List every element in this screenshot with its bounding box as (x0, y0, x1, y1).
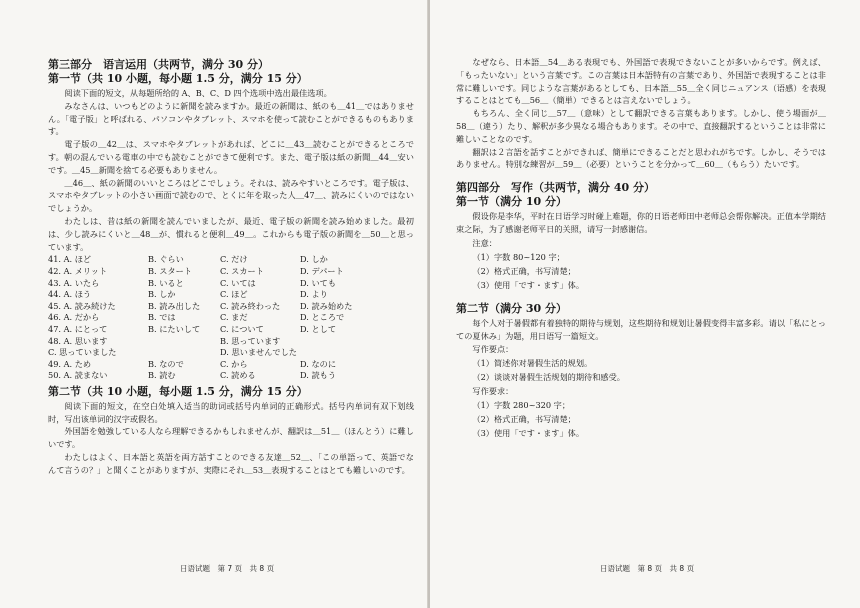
option-42-d: D. デパート (300, 265, 344, 276)
option-42-b: B. スタート (148, 265, 192, 276)
requirement-1: （1）字数 280~320 字； (472, 400, 571, 411)
option-45-d: D. 読み始めた (300, 300, 353, 311)
option-50-a: 50. A. 読まない (48, 370, 108, 381)
passage-paragraph-1: みなさんは、いつもどのように新聞を読みますか。最近の新聞は、紙のも＿41＿ではありません。「電子版」と呼ばれる、パソコンやタブレット、スマホを使って読むことができるものもあります。 (48, 100, 414, 137)
writing2-title: 第二节（满分 30 分） (456, 301, 567, 315)
writing1-prompt: 假设你是李华，平时在日语学习时碰上难题，你的日语老师田中老师总会帮你解决。正值本学期结束之际，为了感谢老师平日的关照，请写一封感谢信。 (456, 211, 826, 234)
page-footer-left: 日语试题 第 7 页 共 8 页 (180, 564, 275, 573)
option-44-d: D. より (300, 289, 328, 300)
note-3: （3）使用「です・ます」体。 (472, 279, 585, 290)
passage-paragraph-3: ＿46＿、紙の新聞のいいところはどこでしょう。それは、読みやすいところです。電子版は、スマホやタブレットの小さい画面で読むので、とくに年を取った人＿47＿、読みにくいのではないでしょうか。 (48, 177, 414, 214)
option-46-c: C. まだ (220, 312, 248, 323)
option-48-a: 48. A. 思います (48, 335, 108, 346)
option-45-a: 45. A. 読み続けた (48, 300, 116, 311)
passage2-paragraph-4: もちろん、全く同じ＿57＿（意味）として翻訳できる言葉もあります。しかし、使う場面が＿58＿（違う）たり、解釈が多少異なる場合もあります。その中で、直接翻訳するということは非常に難しいことなのです。 (456, 108, 826, 144)
section1-title: 第一节（共 10 小题，每小题 1.5 分，满分 15 分） (48, 72, 308, 85)
option-42-c: C. スカート (220, 265, 264, 276)
option-48-d: D. 思いませんでした (220, 347, 297, 358)
section2-title: 第二节（共 10 小题，每小题 1.5 分，满分 15 分） (48, 384, 308, 398)
notes-label: 注意： (472, 237, 497, 248)
page-left (0, 0, 428, 608)
option-41-c: C. だけ (220, 254, 248, 265)
option-48-c: C. 思っていました (48, 347, 117, 358)
option-43-d: D. いても (300, 277, 337, 288)
passage2-paragraph-1: 外国語を勉強している人なら理解できるかもしれませんが、翻訳は＿51＿（ほんとう）に難しいです。 (48, 426, 414, 450)
option-50-d: D. 読もう (300, 370, 337, 381)
option-45-b: B. 読み出した (148, 300, 201, 311)
option-43-a: 43. A. いたら (48, 277, 100, 288)
page-footer-right: 日语试题 第 8 页 共 8 页 (600, 564, 695, 573)
option-41-d: D. しか (300, 254, 328, 265)
option-43-c: C. いては (220, 277, 256, 288)
option-50-b: B. 読む (148, 370, 176, 381)
option-48-b: B. 思っています (220, 335, 281, 346)
point-2: （2）谈谈对暑假生活规划的期待和感受。 (472, 372, 625, 383)
option-42-a: 42. A. メリット (48, 265, 108, 276)
option-47-a: 47. A. にとって (48, 323, 108, 334)
option-46-a: 46. A. だから (48, 312, 100, 323)
passage2-paragraph-2: わたしはよく、日本語と英語を両方話すことのできる友達＿52＿、「この単語って、英語でなんて言うの？」と聞くことがありますが、実際にそれ＿53＿表現することはとても難しいのです。 (48, 452, 414, 475)
part4-title: 第四部分 写作（共两节，满分 40 分） (456, 181, 655, 195)
writing2-prompt: 每个人对于暑假都有着独特的期待与规划，这些期待和规划让暑假变得丰富多彩。请以「私にとっての夏休み」为题，用日语写一篇短文。 (456, 317, 826, 341)
option-46-d: D. ところで (300, 312, 345, 323)
option-47-b: B. にたいして (148, 323, 201, 334)
part3-title: 第三部分 语言运用（共两节，满分 30 分） (48, 58, 269, 71)
option-49-c: C. から (220, 358, 248, 369)
writing1-title: 第一节（满分 10 分） (456, 195, 567, 209)
section1-instructions: 阅读下面的短文，从每题所给的 A、B、C、D 四个选项中选出最佳选项。 (64, 88, 332, 98)
requirement-2: （2）格式正确，书写清楚； (472, 414, 576, 425)
option-49-d: D. なのに (300, 358, 337, 369)
page-right (430, 0, 860, 608)
requirement-3: （3）使用「です・ます」体。 (472, 428, 585, 439)
option-44-b: B. しか (148, 289, 176, 300)
option-47-c: C. について (220, 323, 264, 334)
passage2-paragraph-5: 翻訳は２言語を話すことができれば、簡単にできることだと思われがちです。しかし、そうではありません。特別な練習が＿59＿（必要）ということを分かって＿60＿（もらう）たいです。 (456, 146, 826, 170)
passage-paragraph-2: 電子版の＿42＿は、スマホやタブレットがあれば、どこに＿43＿読むことができるところです。朝の混んでいる電車の中でも読むことができて便利です。また、電子版は紙の新聞＿44＿安いです。＿45＿新聞を捨てる必要もありません。 (48, 139, 414, 175)
option-49-b: B. なので (148, 358, 184, 369)
points-label: 写作要点： (472, 344, 514, 355)
option-47-d: D. として (300, 323, 337, 334)
option-46-b: B. では (148, 312, 176, 323)
option-41-b: B. ぐらい (148, 254, 184, 265)
requirements-label: 写作要求： (472, 386, 514, 397)
option-49-a: 49. A. ため (48, 358, 92, 369)
note-2: （2）格式正确，书写清楚； (472, 265, 576, 276)
passage2-paragraph-3: なぜなら、日本語＿54＿ある表現でも、外国語で表現できないことが多いからです。例えば、「もったいない」という言葉です。この言葉は日本語特有の言葉であり、外国語で表現することは非常に難しいです。同じような言葉があるとしても、日本語＿55＿全く同じニュアンス（语感）を表現することはとても＿56＿（簡単）できるとは言えないでしょう。 (456, 57, 826, 106)
point-1: （1）简述你对暑假生活的规划。 (472, 358, 593, 369)
option-44-c: C. ほど (220, 289, 248, 300)
option-45-c: C. 読み終わった (220, 300, 281, 311)
option-43-b: B. いると (148, 277, 184, 288)
note-1: （1）字数 80~120 字； (472, 251, 565, 262)
options-grid (48, 254, 414, 382)
option-50-c: C. 読める (220, 370, 256, 381)
section2-instructions: 阅读下面的短文，在空白处填入适当的助词或括号内单词的正确形式。括号内单词有双下划线时，写出该单词的汉字或假名。 (48, 400, 414, 424)
option-41-a: 41. A. ほど (48, 254, 92, 265)
passage-paragraph-4: わたしは、昔は紙の新聞を読んでいましたが、最近、電子版の新聞を読み始めました。最初は、少し読みにくいと＿48＿が、慣れると便利＿49＿。これからも電子版の新聞を＿50＿と思っています。 (48, 215, 414, 252)
option-44-a: 44. A. ほう (48, 289, 92, 300)
